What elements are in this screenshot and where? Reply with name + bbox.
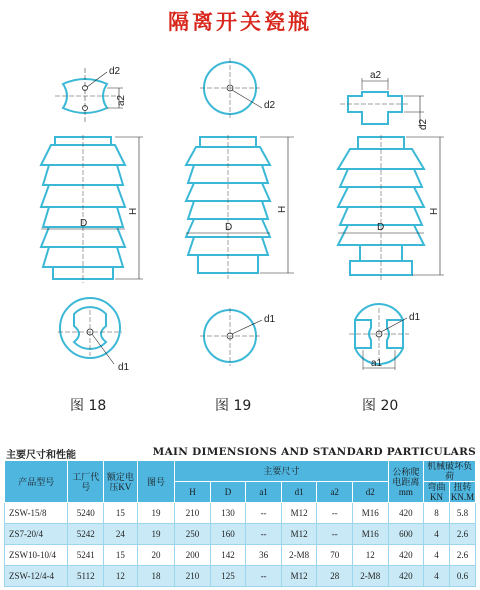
table-cell: M16 (352, 503, 388, 524)
section-title-cn: 主要尺寸和性能 (6, 450, 76, 461)
fig20-H-label: H (429, 207, 440, 215)
table-cell-model: ZSW-15/8 (5, 503, 68, 524)
fig19-H-label: H (277, 205, 288, 213)
table-cell: 28 (317, 566, 352, 587)
table-cell: 12 (352, 545, 388, 566)
fig18-H-label: H (128, 207, 139, 215)
table-cell: 210 (175, 566, 211, 587)
fig18-d2-label: d2 (109, 66, 121, 77)
header-creepage: 公称爬电距离mm (388, 461, 424, 503)
fig20-a2-label: a2 (370, 70, 382, 81)
table-cell: 210 (175, 503, 211, 524)
header-factory-code: 工厂代号 (68, 461, 104, 503)
table-cell: -- (246, 566, 281, 587)
table-cell: 2-M8 (352, 566, 388, 587)
header-dim-d2: d2 (352, 482, 388, 503)
table-cell: 130 (210, 503, 246, 524)
fig19-D-label: D (225, 222, 233, 233)
table-cell: 20 (137, 545, 174, 566)
table-cell: 125 (210, 566, 246, 587)
spec-table (4, 460, 476, 587)
table-cell: 8 (424, 503, 450, 524)
fig18-d1-label: d1 (118, 362, 130, 373)
header-mech-load: 机械破坏负荷 (424, 461, 476, 482)
table-row (5, 566, 476, 587)
header-load-torsion: 扭转 KN.M (450, 482, 475, 502)
table-cell: 19 (137, 503, 174, 524)
table-cell: 5241 (68, 545, 104, 566)
table-cell: 18 (137, 566, 174, 587)
table-cell: 420 (388, 566, 424, 587)
table-cell: 142 (210, 545, 246, 566)
table-cell: 2.6 (449, 545, 475, 566)
fig20-d1-label: d1 (409, 312, 421, 323)
table-cell: 12 (104, 566, 138, 587)
fig18-a2-label: a2 (116, 94, 127, 106)
table-cell: M16 (352, 524, 388, 545)
table-cell: -- (317, 524, 352, 545)
section-title-en: MAIN DIMENSIONS AND STANDARD PARTICULARS (152, 446, 476, 458)
table-row (5, 524, 476, 545)
table-cell: 420 (388, 545, 424, 566)
table-cell: 420 (388, 503, 424, 524)
table-cell: 160 (210, 524, 246, 545)
table-row (5, 545, 476, 566)
header-load-bend: 弯曲 KN (424, 482, 450, 503)
table-cell: 0.6 (449, 566, 475, 587)
figure-18-caption: 图 18 (70, 398, 107, 414)
table-cell: 4 (424, 524, 450, 545)
fig19-d2-label: d2 (264, 100, 276, 111)
table-cell: 5.8 (449, 503, 475, 524)
table-cell: 200 (175, 545, 211, 566)
figure-20-side-view (330, 135, 455, 287)
fig19-d1-label: d1 (264, 314, 276, 325)
figure-20-bottom-view (345, 308, 440, 380)
table-cell: 4 (424, 545, 450, 566)
table-cell: -- (246, 503, 281, 524)
page-title: 隔离开关瓷瓶 (168, 10, 312, 34)
fig18-D-label: D (80, 218, 88, 229)
table-cell: -- (246, 524, 281, 545)
header-dim-H: H (175, 482, 211, 503)
fig20-a1-label: a1 (371, 358, 383, 369)
table-cell-model: ZS7-20/4 (5, 524, 68, 545)
table-cell: 5240 (68, 503, 104, 524)
table-cell: 600 (388, 524, 424, 545)
header-model: 产品型号 (5, 461, 68, 503)
header-figure: 图号 (137, 461, 174, 503)
table-row (5, 503, 476, 524)
table-cell: 36 (246, 545, 281, 566)
table-cell-model: ZSW-12/4-4 (5, 566, 68, 587)
figure-19-top-view (198, 58, 288, 123)
figure-19-side-view (178, 135, 303, 285)
figure-19-bottom-view (198, 308, 288, 373)
table-cell: 2-M8 (281, 545, 317, 566)
table-cell: 4 (424, 566, 450, 587)
table-cell: M12 (281, 503, 317, 524)
figure-18-bottom-view (50, 308, 140, 378)
header-voltage: 额定电压KV (104, 461, 138, 503)
table-cell: 15 (104, 503, 138, 524)
figure-20-top-view (340, 66, 440, 136)
fig20-d2-label: d2 (418, 118, 429, 130)
table-cell: 5112 (68, 566, 104, 587)
header-dim-a1: a1 (246, 482, 281, 503)
table-cell: 24 (104, 524, 138, 545)
header-dim-d1: d1 (281, 482, 317, 503)
fig20-D-label: D (377, 222, 385, 233)
header-main-dims: 主要尺寸 (175, 461, 388, 482)
table-cell: 70 (317, 545, 352, 566)
header-dim-a2: a2 (317, 482, 352, 503)
figure-20-caption: 图 20 (362, 398, 399, 414)
table-cell: 5242 (68, 524, 104, 545)
table-cell: 2.6 (449, 524, 475, 545)
table-cell: 19 (137, 524, 174, 545)
table-cell: -- (317, 503, 352, 524)
table-cell: M12 (281, 524, 317, 545)
table-cell: 15 (104, 545, 138, 566)
table-cell-model: ZSW10-10/4 (5, 545, 68, 566)
table-cell: 250 (175, 524, 211, 545)
figure-18-top-view (55, 62, 135, 132)
figure-19-caption: 图 19 (215, 398, 252, 414)
table-cell: M12 (281, 566, 317, 587)
header-dim-D: D (210, 482, 246, 503)
figure-18-side-view (35, 135, 150, 285)
